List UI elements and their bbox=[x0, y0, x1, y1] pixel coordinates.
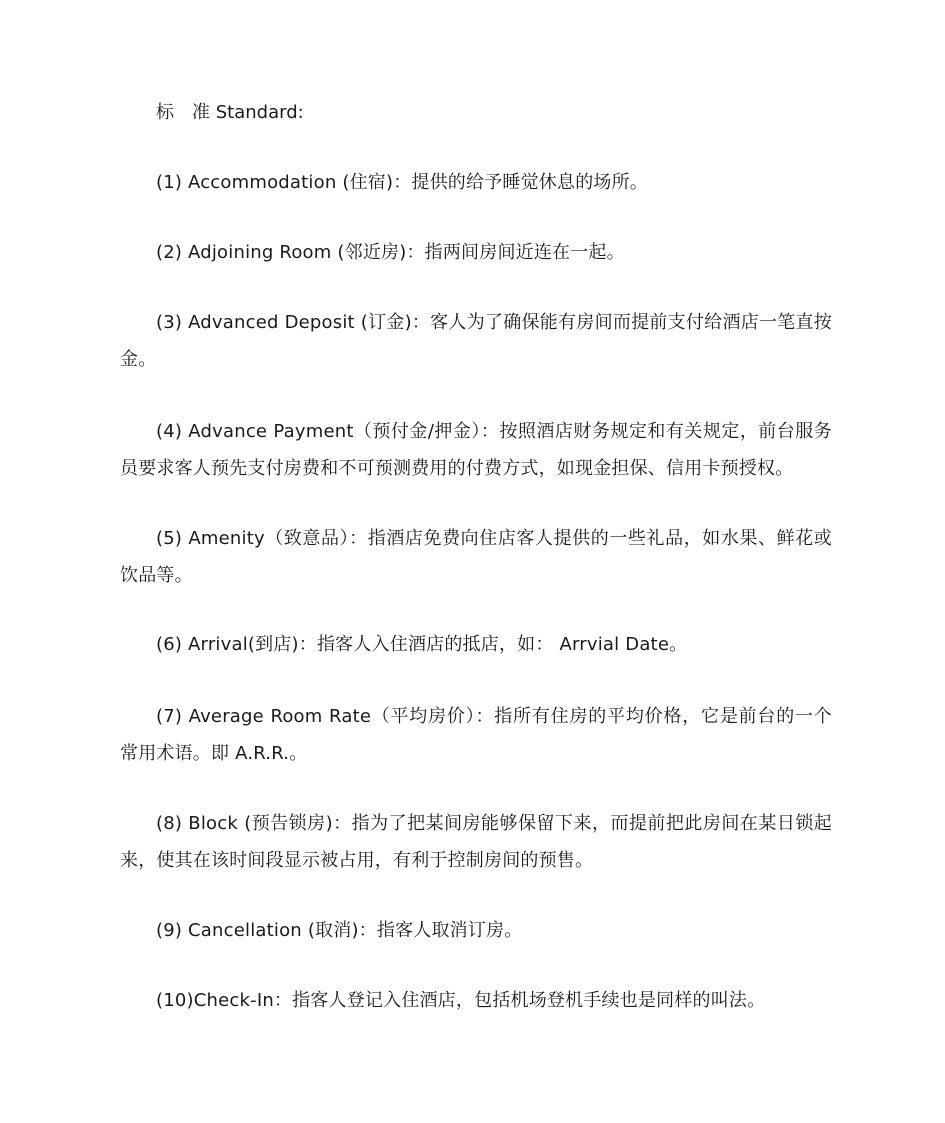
term-entry-2: (2) Adjoining Room (邻近房)：指两间房间近连在一起。 bbox=[156, 242, 625, 263]
term-entry-4: (4) Advance Payment（预付金/押金）：按照酒店财务规定和有关规定，前台服务员要求客人预先支付房费和不可预测费用的付费方式，如现金担保、信用卡预授权。 bbox=[120, 421, 832, 479]
heading-label: Standard bbox=[215, 102, 298, 123]
heading-colon: : bbox=[297, 102, 304, 123]
section-heading bbox=[156, 94, 304, 131]
term-entry-8: (8) Block (预告锁房)：指为了把某间房能够保留下来，而提前把此房间在某日锁起来，使其在该时间段显示被占用，有利于控制房间的预售。 bbox=[120, 813, 832, 871]
term-entry-3: (3) Advanced Deposit (订金)：客人为了确保能有房间而提前支付给酒店一笔直按金。 bbox=[120, 312, 832, 370]
term-entry-6: (6) Arrival(到店)：指客人入住酒店的抵店，如： Arrvial Date。 bbox=[156, 634, 688, 655]
term-entry-10: (10)Check-In：指客人登记入住酒店，包括机场登机手续也是同样的叫法。 bbox=[156, 990, 766, 1011]
term-entry-5: (5) Amenity（致意品）：指酒店免费向住店客人提供的一些礼品，如水果、鲜花或饮品等。 bbox=[120, 528, 832, 586]
term-entry-9: (9) Cancellation (取消)：指客人取消订房。 bbox=[156, 920, 523, 941]
term-entry-1: (1) Accommodation (住宿)：提供的给予睡觉休息的场所。 bbox=[156, 172, 649, 193]
heading-char-2: 准 bbox=[192, 102, 210, 123]
term-entry-7: (7) Average Room Rate（平均房价）：指所有住房的平均价格，它是前台的一个常用术语。即 A.R.R.。 bbox=[120, 706, 832, 764]
heading-char-1: 标 bbox=[156, 102, 174, 123]
